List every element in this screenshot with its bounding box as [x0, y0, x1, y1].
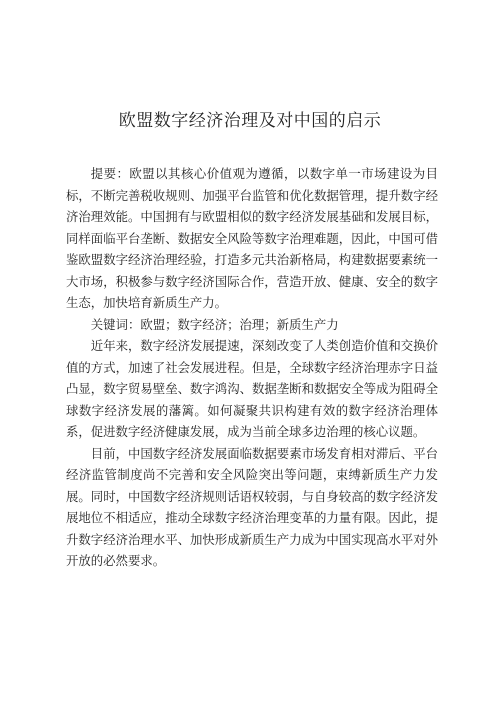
- body-paragraph-1: 近年来，数字经济发展提速，深刻改变了人类创造价值和交换价值的方式，加速了社会发展进程。但是，全球数字经济治理赤字日益凸显，数字贸易壁垒、数字鸿沟、数据垄断和数据安全等成为阻碍全球数字经济发展的藩篱。如何凝聚共识构建有效的数字经济治理体系，促进数字经济健康发展，成为当前全球多边治理的核心议题。: [66, 338, 438, 439]
- body-paragraph-2: 目前，中国数字经济发展面临数据要素市场发育相对滞后、平台经济监管制度尚不完善和安全风险突出等问题，束缚新质生产力发展。同时，中国数字经济规则话语权较弱，与自身较高的数字经济发展地位不相适应，推动全球数字经济治理变革的力量有限。因此，提升数字经济治理水平、加快形成新质生产力成为中国实现高水平对外开放的必然要求。: [66, 445, 438, 568]
- keywords-paragraph: 关键词：欧盟；数字经济；治理；新质生产力: [90, 316, 339, 332]
- abstract-paragraph: 提要：欧盟以其核心价值观为遵循，以数字单一市场建设为目标，不断完善税收规则、加强平台监管和优化数据管理，提升数字经济治理效能。中国拥有与欧盟相似的数字经济发展基础和发展目标，同样面临平台垄断、数据安全风险等数字治理难题，因此，中国可借鉴欧盟数字经济治理经验，打造多元共治新格局，构建数据要素统一大市场，积极参与数字经济国际合作，营造开放、健康、安全的数字生态，加快培育新质生产力。: [66, 166, 438, 310]
- document-title: 欧盟数字经济治理及对中国的启示: [118, 111, 382, 132]
- document-body: [66, 163, 438, 572]
